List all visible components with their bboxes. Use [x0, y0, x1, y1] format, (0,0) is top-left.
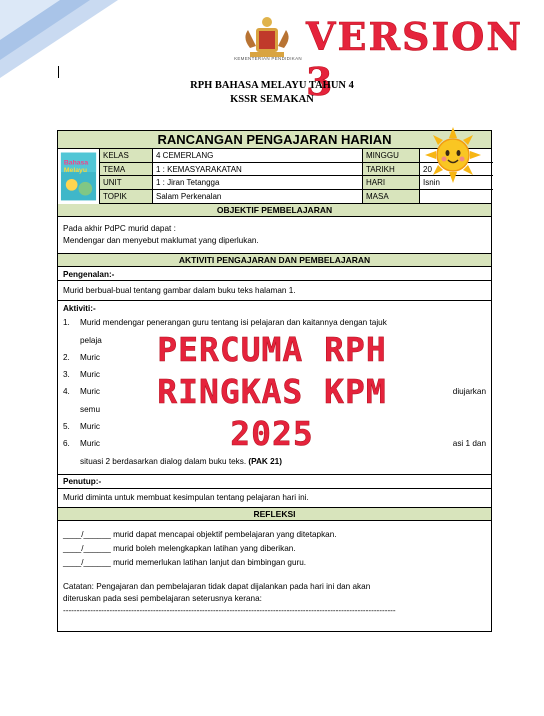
item-text: Muric: [80, 439, 101, 448]
watermark-line1: PERCUMA RPH: [157, 330, 387, 369]
item-text-right: diujarkan: [452, 387, 486, 396]
penutup-text: Murid diminta untuk membuat kesimpulan tentang pelajaran hari ini.: [58, 489, 491, 508]
watermark-line2: RINGKAS KPM: [157, 372, 387, 411]
tema-label: TEMA: [100, 163, 153, 176]
refleksi-heading: REFLEKSI: [58, 508, 491, 521]
tema-value: 1 : KEMASYARAKATAN: [153, 163, 363, 176]
catatan-line2: diteruskan pada sesi pembelajaran seterusnya kerana:: [63, 594, 262, 603]
info-row-topik: [100, 190, 493, 204]
item-text: Muric: [80, 370, 101, 379]
objektif-intro: Pada akhir PdPC murid dapat :: [63, 224, 176, 233]
aktiviti-label: Aktiviti:-: [63, 304, 96, 313]
item-number: 4.: [63, 387, 70, 396]
item-continuation: [80, 456, 486, 468]
minggu-label: MINGGU: [363, 149, 420, 162]
item-number: 2.: [63, 353, 70, 362]
hari-label: HARI: [363, 176, 420, 189]
corner-decoration: [0, 0, 120, 80]
objektif-content: [58, 217, 491, 254]
aktiviti-heading: AKTIVITI PENGAJARAN DAN PEMBELAJARAN: [58, 254, 491, 267]
svg-text:Bahasa: Bahasa: [63, 159, 89, 167]
document-subtitle: KSSR SEMAKAN: [230, 94, 314, 105]
objektif-heading: OBJEKTIF PEMBELAJARAN: [58, 204, 491, 217]
item-text: Muric: [80, 422, 101, 431]
refleksi-content: [58, 521, 491, 621]
logo-caption: KEMENTERIAN PENDIDIKAN: [234, 56, 302, 61]
masa-label: MASA: [363, 190, 420, 204]
refleksi-line: ____/______ murid dapat mencapai objektif pembelajaran yang ditetapkan.: [63, 530, 337, 539]
item-text: Muric: [80, 353, 101, 362]
version-label: VERSION 3: [306, 14, 524, 104]
tarikh-label: TARIKH: [363, 163, 420, 176]
textbook-cover-image: [58, 149, 100, 204]
item-number: 6.: [63, 439, 70, 448]
item-continuation: semu: [80, 405, 101, 414]
masa-value: [420, 190, 493, 204]
kelas-label: KELAS: [100, 149, 153, 162]
pengenalan-label: Pengenalan:-: [58, 267, 491, 281]
refleksi-line: ____/______ murid boleh melengkapkan latihan yang diberikan.: [63, 544, 296, 553]
penutup-label: Penutup:-: [58, 475, 491, 489]
pengenalan-text: Murid berbual-bual tentang gambar dalam buku teks halaman 1.: [58, 281, 491, 301]
text-cursor: [58, 66, 59, 78]
catatan-line1: Catatan: Pengajaran dan pembelajaran tidak dapat dijalankan pada hari ini dan akan: [63, 582, 371, 591]
svg-text:Melayu: Melayu: [63, 167, 88, 175]
unit-value: 1 : Jiran Tetangga: [153, 176, 363, 189]
unit-label: UNIT: [100, 176, 153, 189]
objektif-text: Mendengar dan menyebut maklumat yang diperlukan.: [63, 236, 259, 245]
item-text: Muric: [80, 387, 101, 396]
topik-label: TOPIK: [100, 190, 153, 204]
item-continuation: pelaja: [80, 336, 102, 345]
sun-sticker-icon: [424, 126, 482, 184]
item-number: 3.: [63, 370, 70, 379]
watermark-line3: 2025: [230, 414, 314, 453]
refleksi-line: ____/______ murid memerlukan latihan lanjut dan bimbingan guru.: [63, 558, 307, 567]
form-title: RANCANGAN PENGAJARAN HARIAN: [58, 131, 491, 149]
item-number: 1.: [63, 318, 70, 327]
topik-value: Salam Perkenalan: [153, 190, 363, 204]
catatan-dash-line: --------------------------------------------------------------------------------------------------------------------------: [63, 606, 396, 615]
hari-value: Isnin: [423, 178, 440, 187]
item-number: 5.: [63, 422, 70, 431]
item-continuation-text: situasi 2 berdasarkan dialog dalam buku teks.: [80, 457, 247, 466]
document-title: RPH BAHASA MELAYU TAHUN 4: [190, 80, 354, 91]
pak21-tag: (PAK 21): [248, 457, 282, 466]
tarikh-value: 20: [423, 164, 432, 174]
kelas-value: 4 CEMERLANG: [153, 149, 363, 162]
item-text: Murid mendengar penerangan guru tentang isi pelajaran dan kaitannya dengan tajuk: [80, 318, 387, 327]
item-text-right: asi 1 dan: [452, 439, 486, 448]
